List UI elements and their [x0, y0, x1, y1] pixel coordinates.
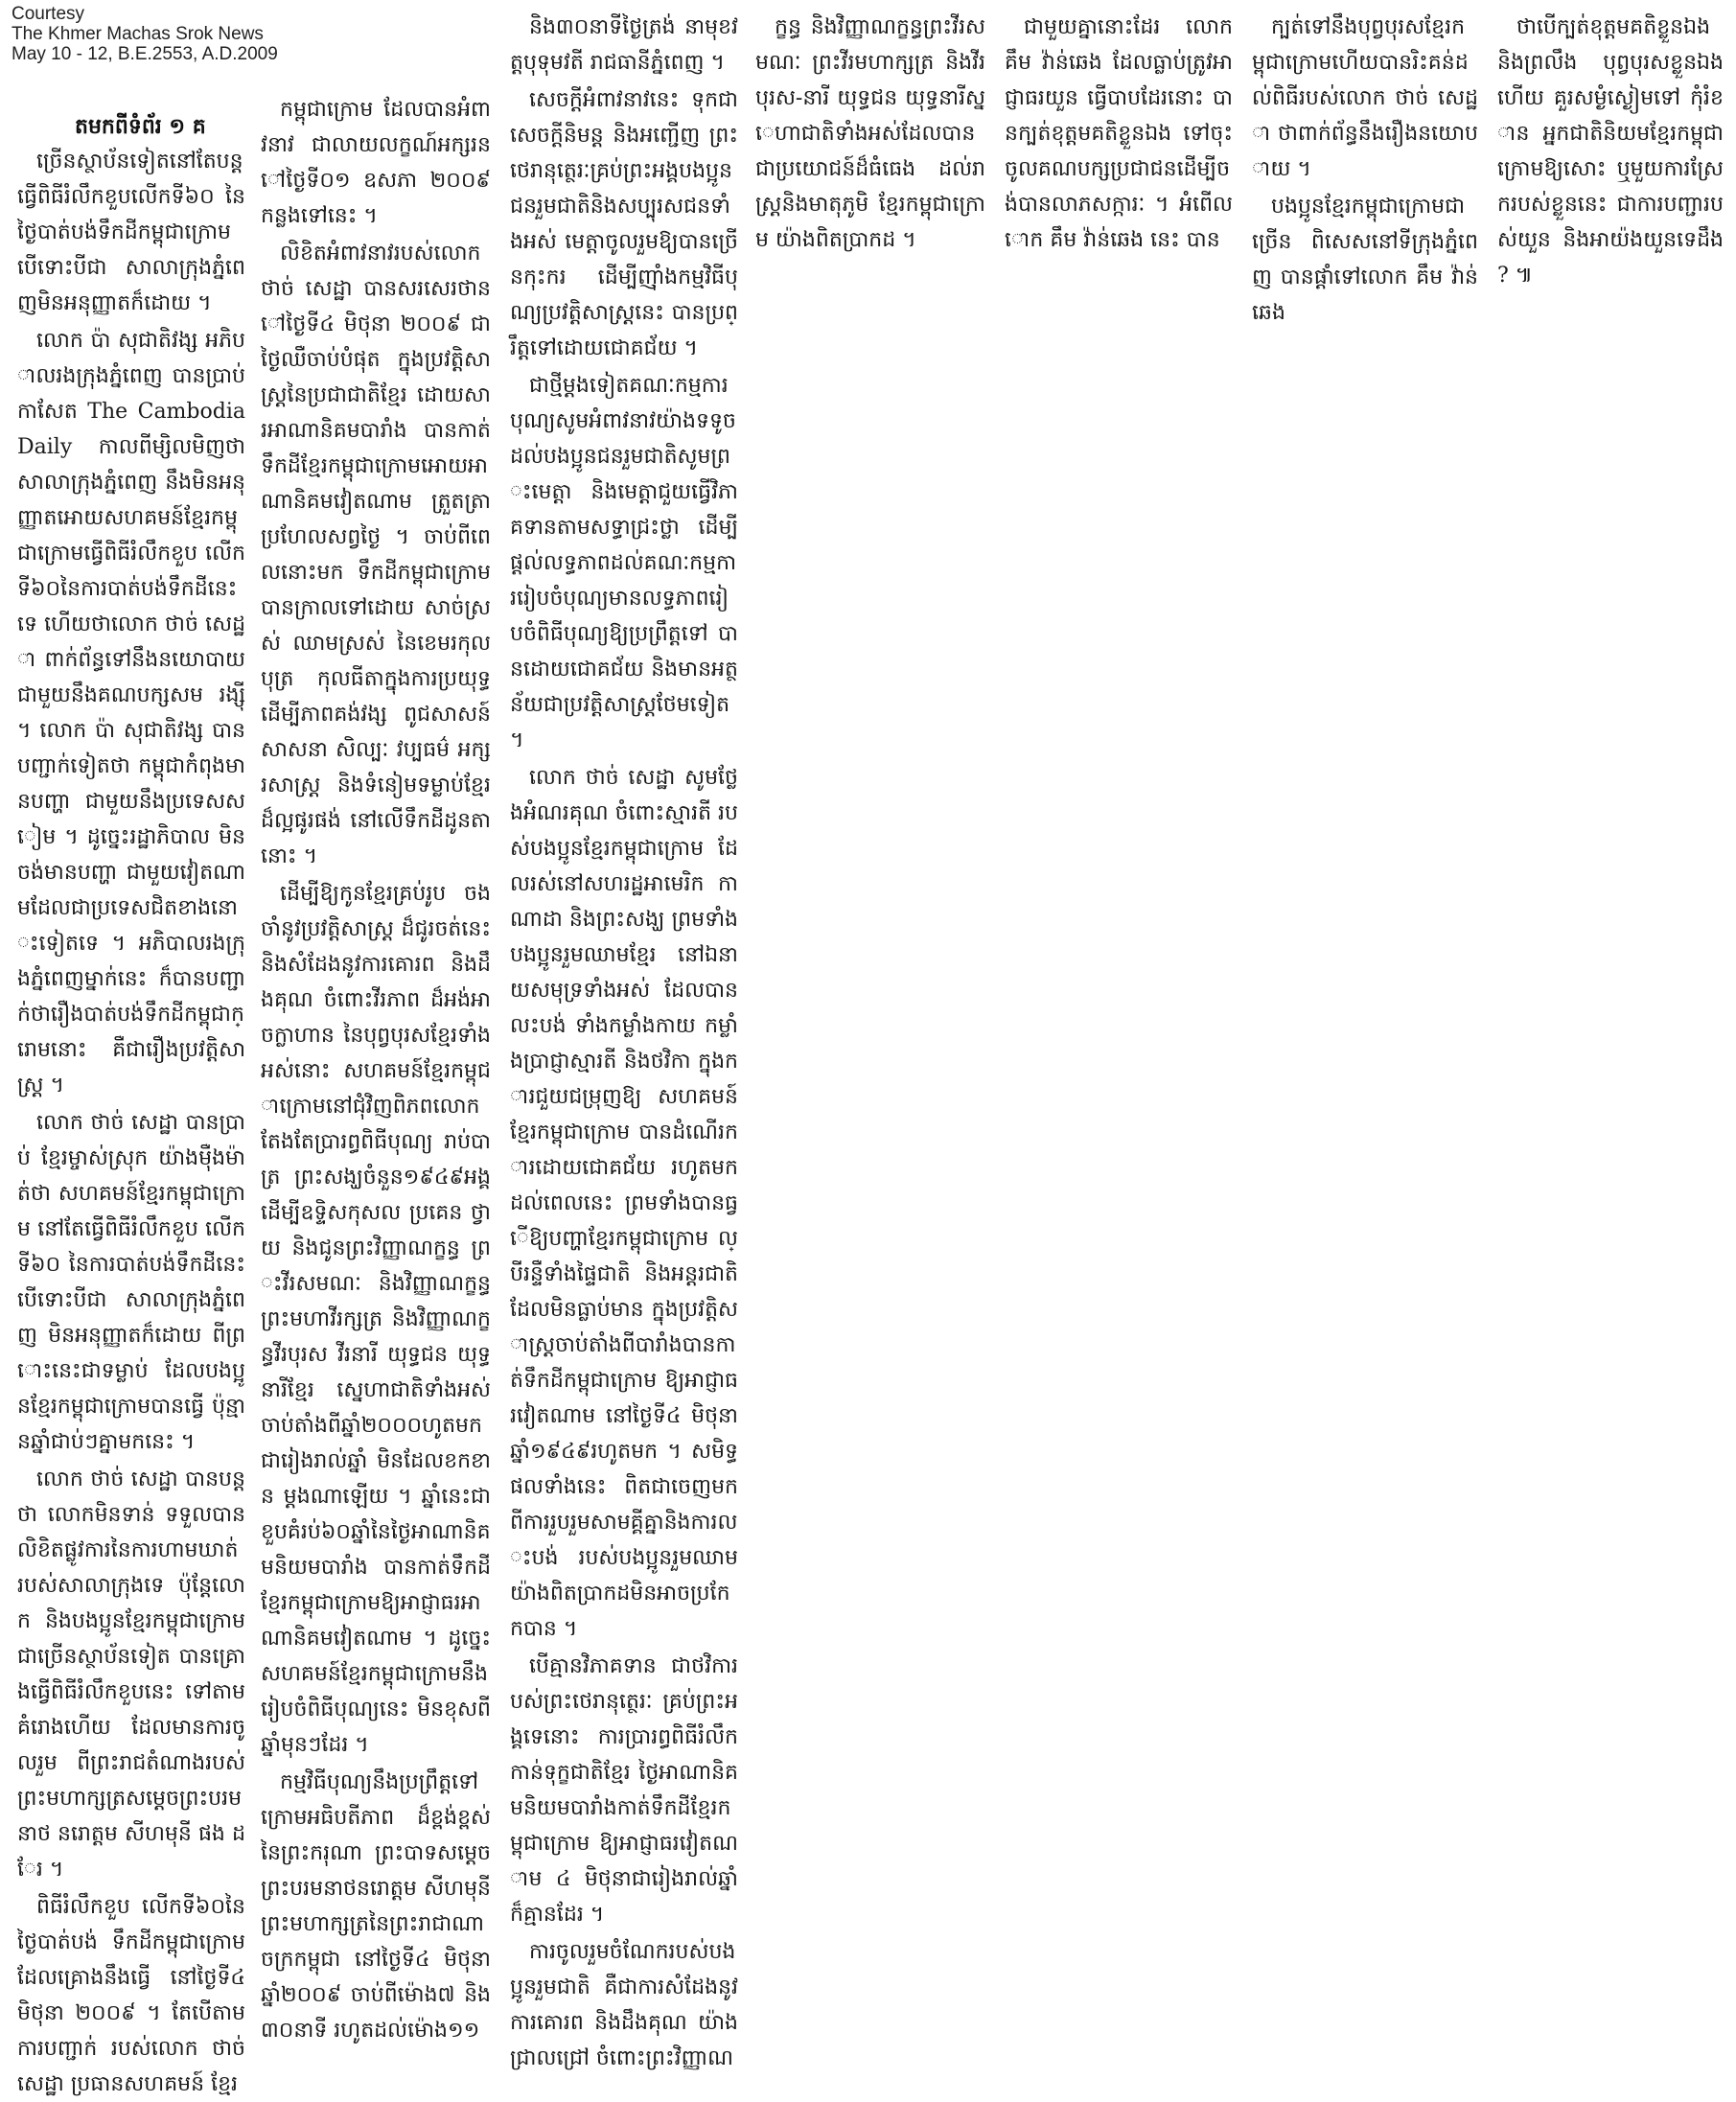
- paragraph: ជាថ្មីម្តងទៀតគណៈកម្មការបុណ្យសូមអំពាវនាវយ៉ាងទទូចដល់បងប្អូនជនរួមជាតិសូមព្រះមេត្តា និងមេត្តាជួយធ្វើវិភាគទានតាមសទ្ធាជ្រះថ្លា ដើម្បីផ្តល់លទ្ធភាពដល់គណៈកម្មការរៀបចំបុណ្យមានលទ្ធភាពរៀបចំពិធីបុណ្យឱ្យប្រព្រឹត្តទៅ បានដោយជោគជ័យ និងមានអត្ថន័យជាប្រវត្តិសាស្ត្រថែមទៀត ។: [510, 374, 738, 752]
- paragraph: លិខិតអំពាវនាវរបស់លោក ថាច់ សេដ្ឋា បានសរសេរថានៅថ្ងៃទី៤ មិថុនា ២០០៩ ជាថ្ងៃឈឺចាប់បំផុត ក្នុងប្រវត្តិសាស្ត្រនៃប្រជាជាតិខ្មែរ ដោយសារអាណានិគមបារាំង បានកាត់ទឹកដីខ្មែរកម្ពុជាក្រោមអោយអាណានិគមវៀតណាម ត្រួតត្រាប្រហែលសព្វថ្ងៃ ។ ចាប់ពីពេលនោះមក ទឹកដីកម្ពុជាក្រោម បានក្រាលទៅដោយ សាច់ស្រស់ ឈាមស្រស់ នៃខេមរកុលបុត្រ កុលធីតាក្នុងការប្រយុទ្ធ ដើម្បីភាពគង់វង្ស ពូជសាសន៍ សាសនា សិល្បៈ វប្បធម៌ អក្សរសាស្ត្រ និងទំនៀមទម្លាប់ខ្មែរ ដ៏ល្អផូរផង់ នៅលើទឹកដីដូនតានោះ ។: [261, 242, 491, 868]
- paragraph: កម្ពុជាក្រោម ដែលបានអំពាវនាវ ជាលាយលក្ខណ៍អក្សរនៅថ្ងៃទី០១ ឧសភា ២០០៩កន្លងទៅនេះ ។: [261, 98, 491, 228]
- article-column-4: [755, 10, 985, 2001]
- source-date: May 10 - 12, B.E.2553, A.D.2009: [12, 44, 278, 64]
- paragraph: សេចក្តីអំពាវនាវនេះ ទុកជាសេចក្តីនិមន្ត និងអញ្ជើញ ព្រះថេរានុត្ថេរៈគ្រប់ព្រះអង្គបងប្អូនជនរួមជាតិនិងសប្បុរសជនទាំងអស់ មេត្តាចូលរួមឱ្យបានច្រើនកុះករ ដើម្បីញ៉ាំងកម្មវិធីបុណ្យប្រវត្តិសាស្ត្រនេះ បានប្រព្រឹត្តទៅដោយជោគជ័យ ។: [510, 88, 738, 360]
- paragraph: បើគ្មានវិភាគទាន ជាថវិការបស់ព្រះថេរានុត្ថេរៈ គ្រប់ព្រះអង្គទេនោះ ការប្រារព្ធពិធីរំលឹកកាន់ទុក្ខជាតិខ្មែរ ថ្ងៃអាណានិគមនិយមបារាំងកាត់ទឹកដីខ្មែរកម្ពុជាក្រោម ឱ្យអាជ្ញាធរវៀតណាម ៤ មិថុនាជារៀងរាល់ឆ្នាំ ក៏គ្មានដែរ ។: [510, 1654, 738, 1927]
- paragraph: ជាមួយគ្នានោះដែរ លោក គឹម វ៉ាន់ឆេង ដែលធ្លាប់ត្រូវអាជ្ញាធរយួន ធ្វើបាបដែរនោះ បានក្បត់ខុត្តមគតិខ្លួនឯង ទៅចុះចូលគណបក្សប្រជាជនដើម្បីចង់បានលាភសក្ការៈ ។ អំពើលោក គឹម វ៉ាន់ឆេង នេះ បាន: [1005, 15, 1233, 252]
- paragraph: ថាបើក្បត់ខុត្តមគតិខ្លួនឯង និងព្រលឹង បុព្វបុរសខ្លួនឯងហើយ គួរសម្ងំស្ងៀមទៅ កុំរំខាន អ្នកជាតិនិយមខ្មែរកម្ពុជាក្រោមឱ្យសោះ ឬមួយការស្រែករបស់ខ្លួននេះ ជាការបញ្ជារបស់យួន និងអាយ៉ងយួនទេដឹង ? ៕: [1497, 15, 1724, 288]
- paragraph: ច្រើនស្ថាប័នទៀតនៅតែបន្តធ្វើពិធីរំលឹកខួបលើកទី៦០ នៃថ្ងៃបាត់បង់ទឹកដីកម្ពុជាក្រោម បើទោះបីជា សាលាក្រុងភ្នំពេញមិនអនុញ្ញាតក៏ដោយ ។: [17, 150, 245, 315]
- paragraph: ការចូលរួមចំណែករបស់បងប្អូនរួមជាតិ គឺជាការសំដែងនូវការគោរព និងដឹងគុណ យ៉ាងជ្រាលជ្រៅ ចំពោះព្រះវិញ្ញាណ: [510, 1940, 738, 2070]
- article-column-3: [510, 10, 738, 2070]
- source-name: The Khmer Machas Srok News: [12, 24, 264, 44]
- paragraph: កម្មវិធីបុណ្យនឹងប្រព្រឹត្តទៅក្រោមអធិបតីភាព ដ៏ខ្ពង់ខ្ពស់ នៃព្រះករុណា ព្រះបាទសម្តេចព្រះបរមនាថនរោត្តម សីហមុនី ព្រះមហាក្សត្រនៃព្រះរាជាណាចក្រកម្ពុជា នៅថ្ងៃទី៤ មិថុនា ឆ្នាំ២០០៩ ចាប់ពីម៉ោង៧ និង ៣០នាទី រហូតដល់ម៉ោង១១: [261, 1770, 491, 2043]
- paragraph: និង៣០នាទីថ្ងៃត្រង់ នាមុខវត្តបុទុមវតី រាជធានីភ្នំពេញ ។: [510, 15, 738, 75]
- paragraph: បងប្អូនខ្មែរកម្ពុជាក្រោមជាច្រើន ពិសេសនៅទីក្រុងភ្នំពេញ បានផ្តាំទៅលោក គឹម វ៉ាន់ឆេង: [1252, 195, 1478, 325]
- continued-from-label: តមកពីទំព័រ ១ គ: [75, 114, 206, 139]
- paragraph: ក្បត់ទៅនឹងបុព្វបុរសខ្មែរកម្ពុជាក្រោមហើយបានរិះគន់ដល់ពិធីរបស់លោក ថាច់ សេដ្ឋា ថាពាក់ព័ន្ធនឹងរឿងនយោបាយ ។: [1252, 15, 1478, 181]
- paragraph: លោក ប៉ា សុជាតិវង្ស អភិបាលរងក្រុងភ្នំពេញ បានប្រាប់កាសែត The Cambodia Daily កាលពីម្សិលមិញថា សាលាក្រុងភ្នំពេញ នឹងមិនអនុញ្ញាតអោយសហគមន៍ខ្មែរកម្ពុជាក្រោមធ្វើពិធីរំលឹកខួប លើកទី៦០នៃការបាត់បង់ទឹកដីនេះទេ ហើយថាលោក ថាច់ សេដ្ឋា ពាក់ព័ន្ធទៅនឹងនយោបាយ ជាមួយនឹងគណបក្សសម រង្ស៊ី ។ លោក ប៉ា សុជាតិវង្ស បានបញ្ជាក់ទៀតថា កម្ពុជាកំពុងមានបញ្ហា ជាមួយនឹងប្រទេសសៀម ។ ដូច្នេះរដ្ឋាភិបាល មិនចង់មានបញ្ហា ជាមួយវៀតណាមដែលជាប្រទេសជិតខាងនោះទៀតទេ ។ អភិបាលរងក្រុងភ្នំពេញម្នាក់នេះ ក៏បានបញ្ជាក់ថារឿងបាត់បង់ទឹកដីកម្ពុជាក្រោមនោះ គឺជារឿងប្រវត្តិសាស្ត្រ ។: [17, 329, 245, 1097]
- article-column-6: [1252, 10, 1478, 2001]
- paragraph: លោក ថាច់ សេដ្ឋា បានប្រាប់ ខ្មែរម្ចាស់ស្រុក យ៉ាងម៉ឺងម៉ាត់ថា សហគមន៍ខ្មែរកម្ពុជាក្រោម នៅតែធ្វើពិធីរំលឹកខួប លើកទី៦០ នៃការបាត់បង់ទឹកដីនេះ បើទោះបីជា សាលាក្រុងភ្នំពេញ មិនអនុញ្ញាតក៏ដោយ ពីព្រោះនេះជាទម្លាប់ ដែលបងប្អូនខ្មែរកម្ពុជាក្រោមបានធ្វើ ប៉ុន្មានឆ្នាំជាប់ៗគ្នាមកនេះ ។: [17, 1111, 245, 1454]
- paragraph: លោក ថាច់ សេដ្ឋា បានបន្តថា លោកមិនទាន់ ទទួលបានលិខិតផ្លូវការនៃការហាមឃាត់ របស់សាលាក្រុងទេ ប៉ុន្តែលោក និងបងប្អូនខ្មែរកម្ពុជាក្រោមជាច្រើនស្ថាប័នទៀត បានគ្រោងធ្វើពិធីរំលឹកខួបនេះ ទៅតាមគំរោងហើយ ដែលមានការចូលរួម ពីព្រះរាជតំណាងរបស់ព្រះមហាក្សត្រសម្តេចព្រះបរមនាថ នរោត្តម សីហមុនី ផង ដែរ ។: [17, 1467, 245, 1882]
- paragraph: ក្ខន្ធ និងវិញ្ញាណក្ខន្ធព្រះវីរសមណៈ ព្រះវីរមហាក្សត្រ និងវីរបុរស-នារី យុទ្ធជន យុទ្ធនារីស្នេហាជាតិទាំងអស់ដែលបានជាប្រយោជន៍ដ៏ធំធេង ដល់រាស្ត្រនិងមាតុភូមិ ខ្មែរកម្ពុជាក្រោម យ៉ាងពិតប្រាកដ ។: [755, 15, 985, 252]
- article-column-2: [261, 92, 491, 2043]
- paragraph: លោក ថាច់ សេដ្ឋា សូមថ្លែងអំណរគុណ ចំពោះស្មារតី របស់បងប្អូនខ្មែរកម្ពុជាក្រោម ដែលរស់នៅសហរដ្ឋអាមេរិក កាណាដា និងព្រះសង្ឃ ព្រមទាំងបងប្អូនរួមឈាមខ្មែរ នៅឯនាយសមុទ្រទាំងអស់ ដែលបានលះបង់ ទាំងកម្លាំងកាយ កម្លាំងប្រាជ្ញាស្មារតី និងថវិកា ក្នុងការជួយជម្រុញឱ្យ សហគមន៍ខ្មែរកម្ពុជាក្រោម បានដំណើរការដោយជោគជ័យ រហូតមកដល់ពេលនេះ ព្រមទាំងបានធ្វើឱ្យបញ្ហាខ្មែរកម្ពុជាក្រោម ល្បីរន្ទឺទាំងផ្ទៃជាតិ និងអន្តរជាតិដែលមិនធ្លាប់មាន ក្នុងប្រវត្តិសាស្ត្រចាប់តាំងពីបារាំងបានកាត់ទឹកដីកម្ពុជាក្រោម ឱ្យអាជ្ញាធរវៀតណាម នៅថ្ងៃទី៤ មិថុនា ឆ្នាំ១៩៤៩រហូតមក ។ សមិទ្ធផលទាំងនេះ ពិតជាចេញមកពីការរួបរួមសាមគ្គីគ្នានិងការលះបង់ របស់បងប្អូនរួមឈាមយ៉ាងពិតប្រាកដមិនអាចប្រកែកបាន ។: [510, 766, 738, 1641]
- courtesy-label: Courtesy: [12, 4, 85, 24]
- article-column-1: [17, 144, 245, 2096]
- courtesy-credit: [12, 4, 278, 64]
- paragraph: ពិធីរំលឹកខួប លើកទី៦០នៃថ្ងៃបាត់បង់ ទឹកដីកម្ពុជាក្រោម ដែលគ្រោងនឹងធ្វើ នៅថ្ងៃទី៤ មិថុនា ២០០៩ ។ តែបើតាមការបញ្ជាក់ របស់លោក ថាច់ សេដ្ឋា ប្រធានសហគមន៍ ខ្មែរ: [17, 1895, 245, 2096]
- article-column-5: [1005, 10, 1233, 2001]
- article-column-7: [1497, 10, 1724, 2001]
- paragraph: ដើម្បីឱ្យកូនខ្មែរគ្រប់រូប ចងចាំនូវប្រវត្តិសាស្ត្រ ដ៏ជូរចត់នេះ និងសំដែងនូវការគោរព និងដឹងគុណ ចំពោះវីរភាព ដ៏អង់អាចក្លាហាន នៃបុព្វបុរសខ្មែរទាំងអស់នោះ សហគមន៍ខ្មែរកម្ពុជាក្រោមនៅជុំវិញពិភពលោកតែងតែប្រារព្ធពិធីបុណ្យ រាប់បាត្រ ព្រះសង្ឃចំនួន១៩៤៩អង្គដើម្បីឧទ្ទិសកុសល ប្រគេន ថ្វាយ និងជូនព្រះវិញ្ញាណក្ខន្ធ ព្រះវីរសមណៈ និងវិញ្ញាណក្ខន្ធព្រះមហាវីរក្សត្រ និងវិញ្ញាណក្ខន្ធវីរបុរស វីរនារី យុទ្ធជន យុទ្ធនារីខ្មែរ ស្នេហាជាតិទាំងអស់ ចាប់តាំងពីឆ្នាំ២០០០ហូតមក ជារៀងរាល់ឆ្នាំ មិនដែលខកខាន ម្តងណាឡើយ ។ ឆ្នាំនេះជាខួបគំរប់៦០ឆ្នាំនៃថ្ងៃអាណានិគមនិយមបារាំង បានកាត់ទឹកដីខ្មែរកម្ពុជាក្រោមឱ្យអាជ្ញាធរអាណានិគមវៀតណាម ។ ដូច្នេះសហគមន៍ខ្មែរកម្ពុជាក្រោមនឹងរៀបចំពិធីបុណ្យនេះ មិនខុសពីឆ្នាំមុនៗដែរ ។: [261, 882, 491, 1757]
